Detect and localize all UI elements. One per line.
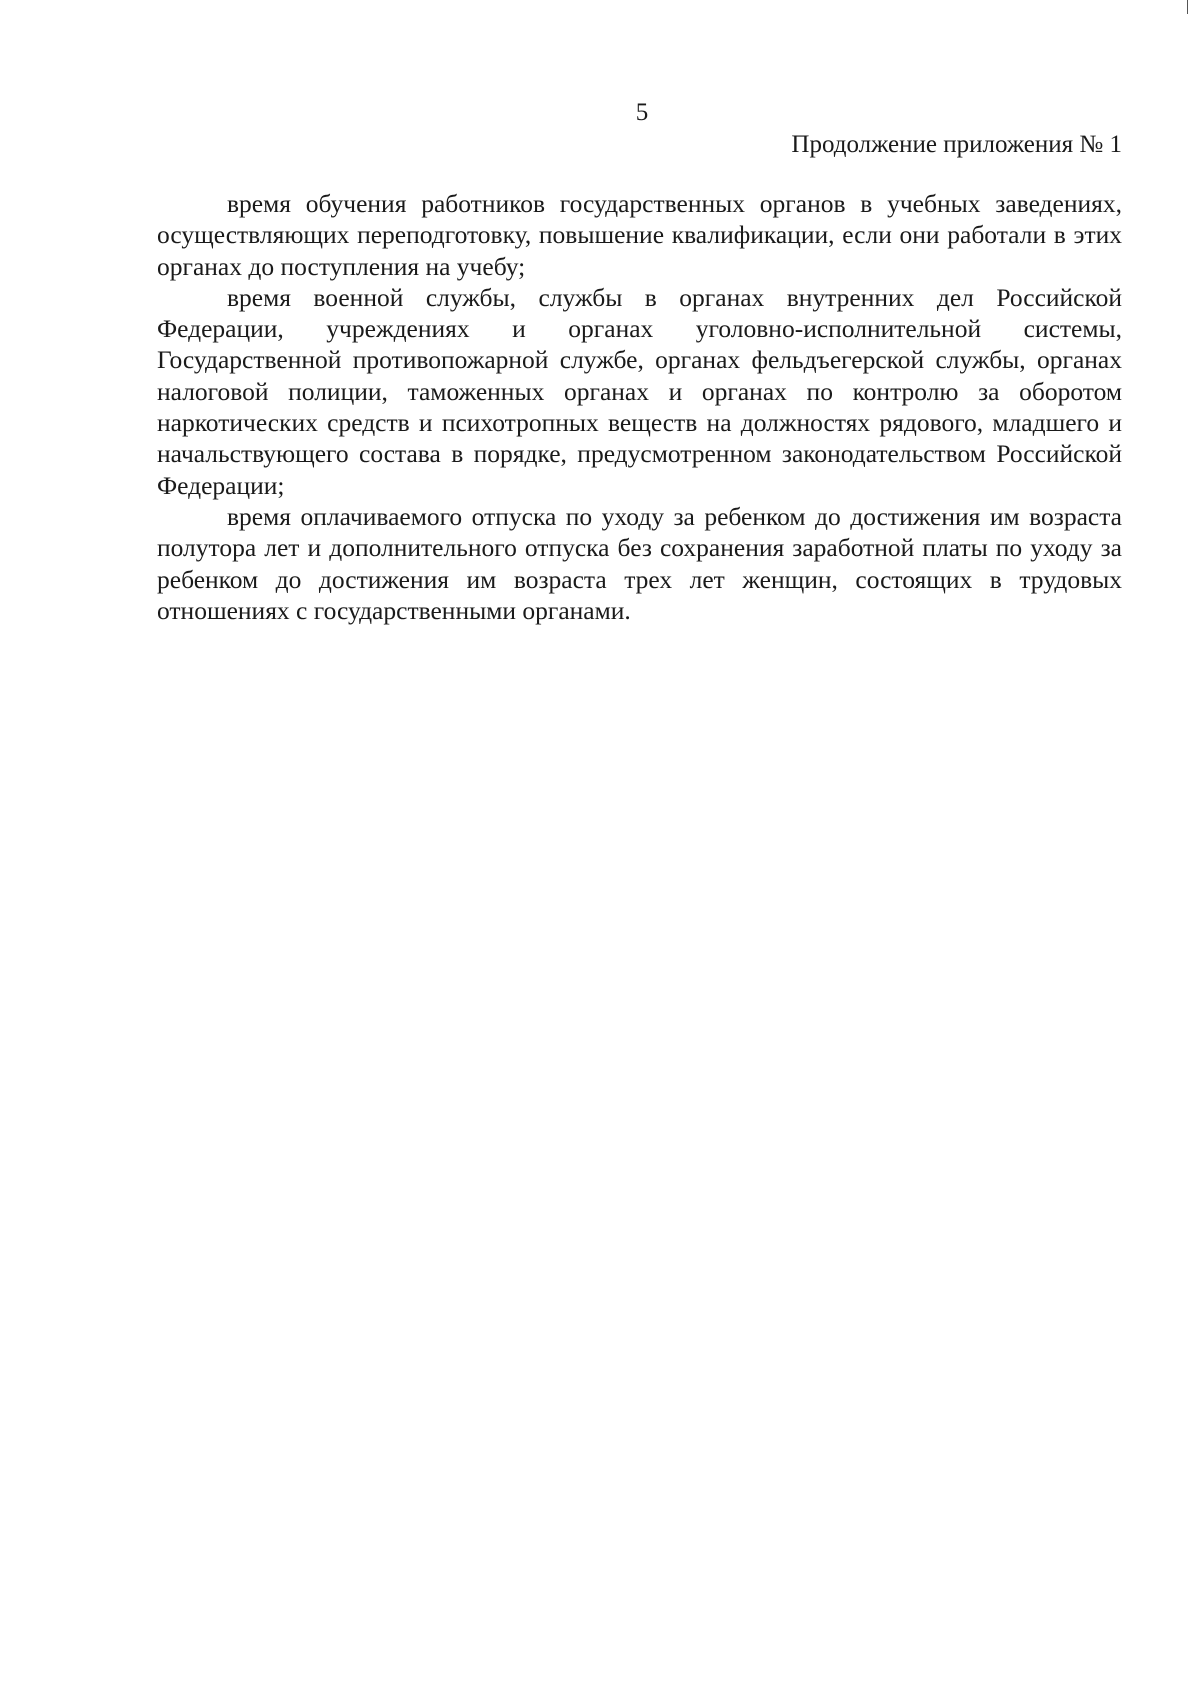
appendix-continuation-label: Продолжение приложения № 1 — [791, 131, 1122, 158]
document-body — [157, 188, 1122, 626]
paragraph-training-time: время обучения работников государственных органов в учебных заведениях, осуществляющих переподготовку, повышение квалификации, если они работали в этих органах до поступления на учебу; — [157, 189, 1122, 281]
scan-edge-mark — [1187, 0, 1188, 14]
page-number: 5 — [635, 99, 649, 126]
paragraph-childcare-leave: время оплачиваемого отпуска по уходу за ребенком до достижения им возраста полутора лет и дополнительного отпуска без сохранения заработной платы по уходу за ребенком до достижения им возраста трех лет женщин, состоящих в трудовых отношениях с государственными органами. — [157, 501, 1122, 625]
paragraph-military-service: время военной службы, службы в органах внутренних дел Российской Федерации, учреждениях и органах уголовно-исполнительной системы, Государственной противопожарной службе, органах фельдъегерской службы, органах налоговой полиции, таможенных органах и органах по контролю за оборотом наркотических средств и психотропных веществ на должностях рядового, младшего и начальствующего состава в порядке, предусмотренном законодательством Российской Федерации; — [157, 282, 1122, 500]
